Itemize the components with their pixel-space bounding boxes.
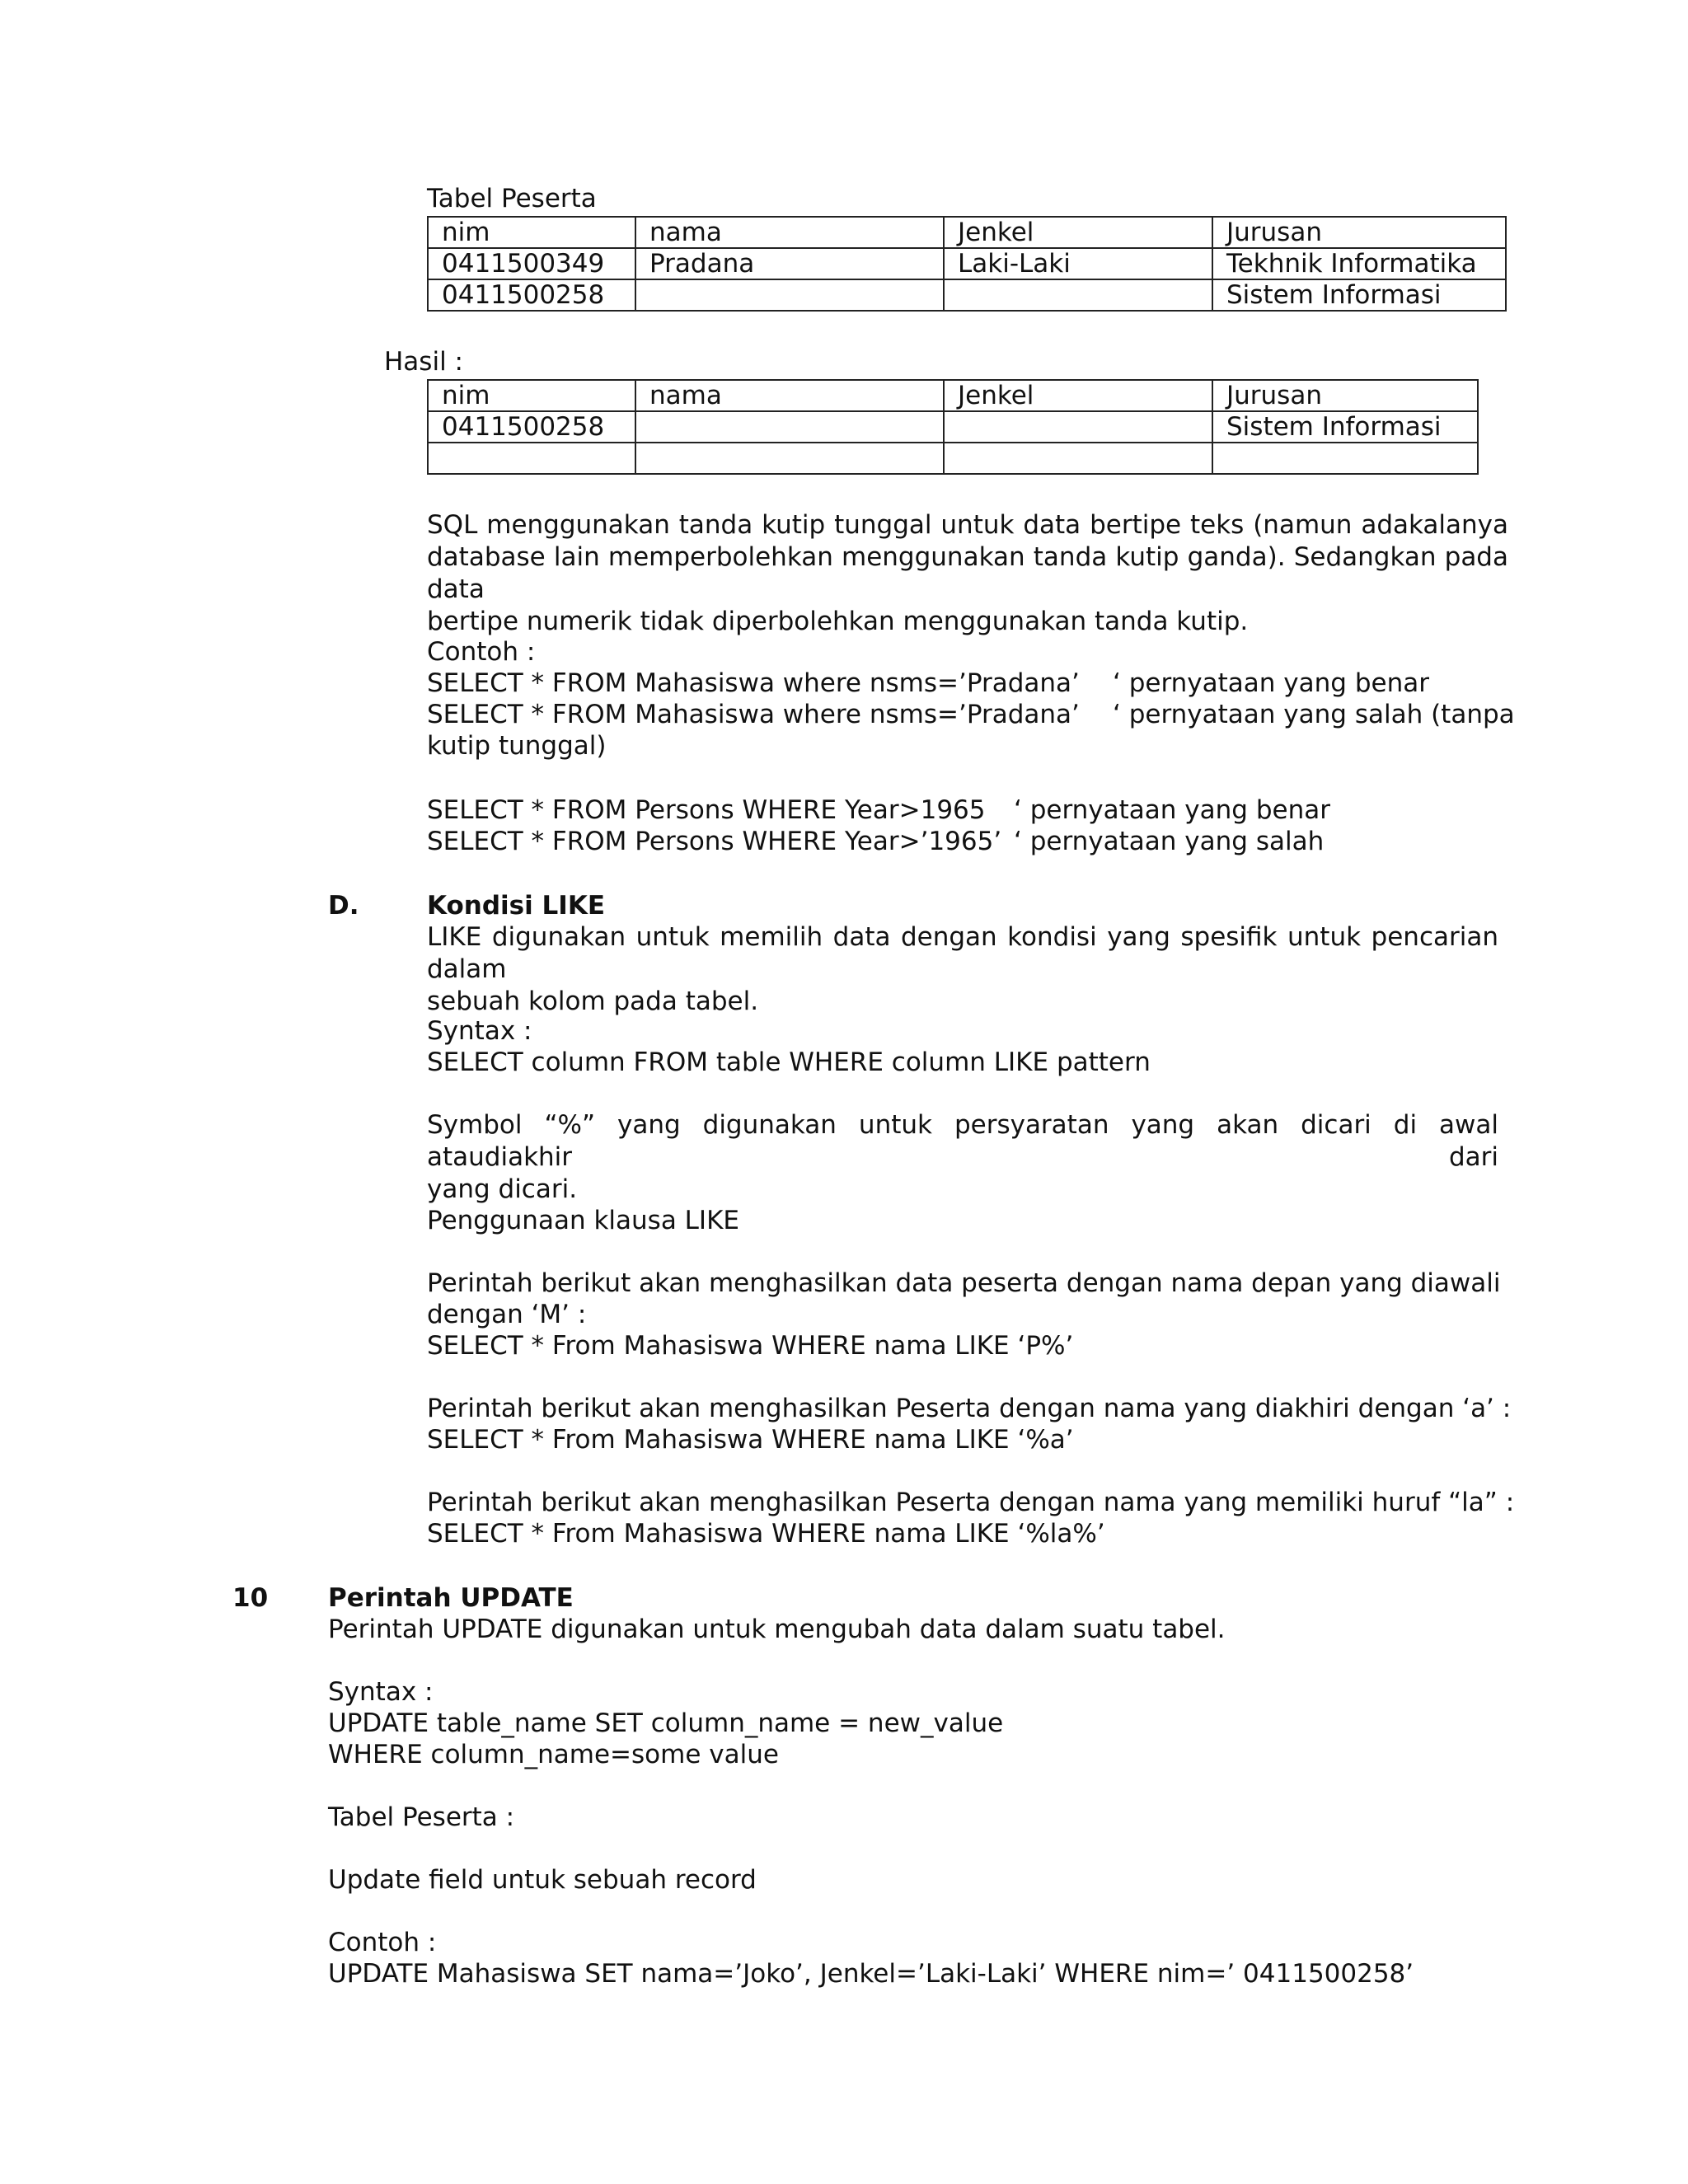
table-header-cell: Jenkel bbox=[944, 380, 1212, 411]
like-example-text: Perintah berikut akan menghasilkan Peserta dengan nama yang memiliki huruf “la” : bbox=[427, 1488, 1515, 1517]
like-example-text: Perintah berikut akan menghasilkan data peserta dengan nama depan yang diawali bbox=[427, 1268, 1501, 1298]
table-row bbox=[428, 443, 1478, 474]
like-example-code: SELECT * From Mahasiswa WHERE nama LIKE ‘%la%’ bbox=[427, 1519, 1105, 1549]
example-code: SELECT * FROM Mahasiswa where nsms=’Pradana’ bbox=[427, 668, 1080, 698]
table-cell bbox=[944, 411, 1212, 443]
table-cell: 0411500258 bbox=[428, 411, 635, 443]
table-cell bbox=[428, 443, 635, 474]
table-header-cell: nim bbox=[428, 380, 635, 411]
table-cell: Laki-Laki bbox=[944, 248, 1212, 279]
table2 bbox=[427, 379, 1479, 475]
table-header-cell: Jurusan bbox=[1212, 217, 1506, 248]
section-number: 10 bbox=[232, 1583, 269, 1613]
example-note: ‘ pernyataan yang salah (tanpa bbox=[1113, 700, 1515, 729]
paragraph-line: sebuah kolom pada tabel. bbox=[427, 987, 759, 1016]
usage-heading: Penggunaan klausa LIKE bbox=[427, 1206, 739, 1235]
example-code: SELECT * FROM Persons WHERE Year>’1965’ bbox=[427, 827, 1002, 856]
like-example-code: SELECT * From Mahasiswa WHERE nama LIKE ‘%a’ bbox=[427, 1425, 1074, 1455]
paragraph-line: yang dicari. bbox=[427, 1174, 578, 1204]
table1-caption: Tabel Peserta bbox=[427, 184, 597, 213]
table-header-row bbox=[428, 217, 1506, 248]
update-field-heading: Update field untuk sebuah record bbox=[328, 1865, 757, 1895]
update-description: Perintah UPDATE digunakan untuk mengubah data dalam suatu tabel. bbox=[328, 1615, 1226, 1644]
example-note: ‘ pernyataan yang salah bbox=[1014, 827, 1325, 856]
table-header-cell: nim bbox=[428, 217, 635, 248]
symbol-description bbox=[427, 1109, 1498, 1206]
like-description bbox=[427, 921, 1498, 1018]
table-row bbox=[428, 279, 1506, 311]
table-cell: 0411500258 bbox=[428, 279, 635, 311]
like-example-code: SELECT * From Mahasiswa WHERE nama LIKE ‘P%’ bbox=[427, 1331, 1074, 1361]
syntax-code: SELECT column FROM table WHERE column LIKE pattern bbox=[427, 1047, 1151, 1077]
table-cell: Tekhnik Informatika bbox=[1212, 248, 1506, 279]
paragraph-line: bertipe numerik tidak diperbolehkan menggunakan tanda kutip. bbox=[427, 607, 1249, 636]
update-example-code: UPDATE Mahasiswa SET nama=’Joko’, Jenkel=’Laki-Laki’ WHERE nim=’ 0411500258’ bbox=[328, 1959, 1414, 1989]
syntax-code: WHERE column_name=some value bbox=[328, 1740, 779, 1769]
table-cell bbox=[635, 443, 944, 474]
paragraph-line: Symbol “%” yang digunakan untuk persyaratan yang akan dicari di awal ataudiakhir dari bbox=[427, 1110, 1498, 1172]
like-example-text: dengan ‘M’ : bbox=[427, 1300, 587, 1329]
example-code: SELECT * FROM Mahasiswa where nsms=’Pradana’ bbox=[427, 700, 1080, 729]
table-header-cell: Jenkel bbox=[944, 217, 1212, 248]
example-code: SELECT * FROM Persons WHERE Year>1965 bbox=[427, 795, 986, 825]
table-header-cell: nama bbox=[635, 380, 944, 411]
syntax-code: UPDATE table_name SET column_name = new_value bbox=[328, 1708, 1004, 1738]
section-title: Perintah UPDATE bbox=[328, 1583, 574, 1613]
paragraph-line: SQL menggunakan tanda kutip tunggal untuk data bertipe teks (namun adakalanya bbox=[427, 510, 1508, 540]
table-header-cell: nama bbox=[635, 217, 944, 248]
examples-label: Contoh : bbox=[427, 637, 536, 667]
table-row bbox=[428, 411, 1478, 443]
table-header-row bbox=[428, 380, 1478, 411]
table-cell bbox=[944, 279, 1212, 311]
table-cell bbox=[1212, 443, 1478, 474]
example-note: ‘ pernyataan yang benar bbox=[1014, 795, 1330, 825]
paragraph-line: LIKE digunakan untuk memilih data dengan kondisi yang spesifik untuk pencarian dalam bbox=[427, 922, 1498, 984]
table-label: Tabel Peserta : bbox=[328, 1802, 515, 1832]
paragraph-line: database lain memperbolehkan menggunakan tanda kutip ganda). Sedangkan pada data bbox=[427, 542, 1508, 604]
table1 bbox=[427, 216, 1507, 312]
table-cell: Sistem Informasi bbox=[1212, 411, 1478, 443]
table-header-cell: Jurusan bbox=[1212, 380, 1478, 411]
table-cell bbox=[944, 443, 1212, 474]
syntax-label: Syntax : bbox=[427, 1016, 532, 1046]
table-cell bbox=[635, 411, 944, 443]
table-cell: Pradana bbox=[635, 248, 944, 279]
section-title: Kondisi LIKE bbox=[427, 891, 606, 921]
like-example-text: Perintah berikut akan menghasilkan Peserta dengan nama yang diakhiri dengan ‘a’ : bbox=[427, 1394, 1512, 1423]
example-note: ‘ pernyataan yang benar bbox=[1113, 668, 1429, 698]
example-label: Contoh : bbox=[328, 1928, 437, 1957]
section-marker: D. bbox=[328, 891, 359, 921]
table-cell: Sistem Informasi bbox=[1212, 279, 1506, 311]
table-cell bbox=[635, 279, 944, 311]
example-note-continuation: kutip tunggal) bbox=[427, 731, 607, 761]
table-row bbox=[428, 248, 1506, 279]
quote-paragraph bbox=[427, 509, 1508, 638]
table-cell: 0411500349 bbox=[428, 248, 635, 279]
table2-caption: Hasil : bbox=[384, 347, 463, 377]
syntax-label: Syntax : bbox=[328, 1677, 434, 1707]
